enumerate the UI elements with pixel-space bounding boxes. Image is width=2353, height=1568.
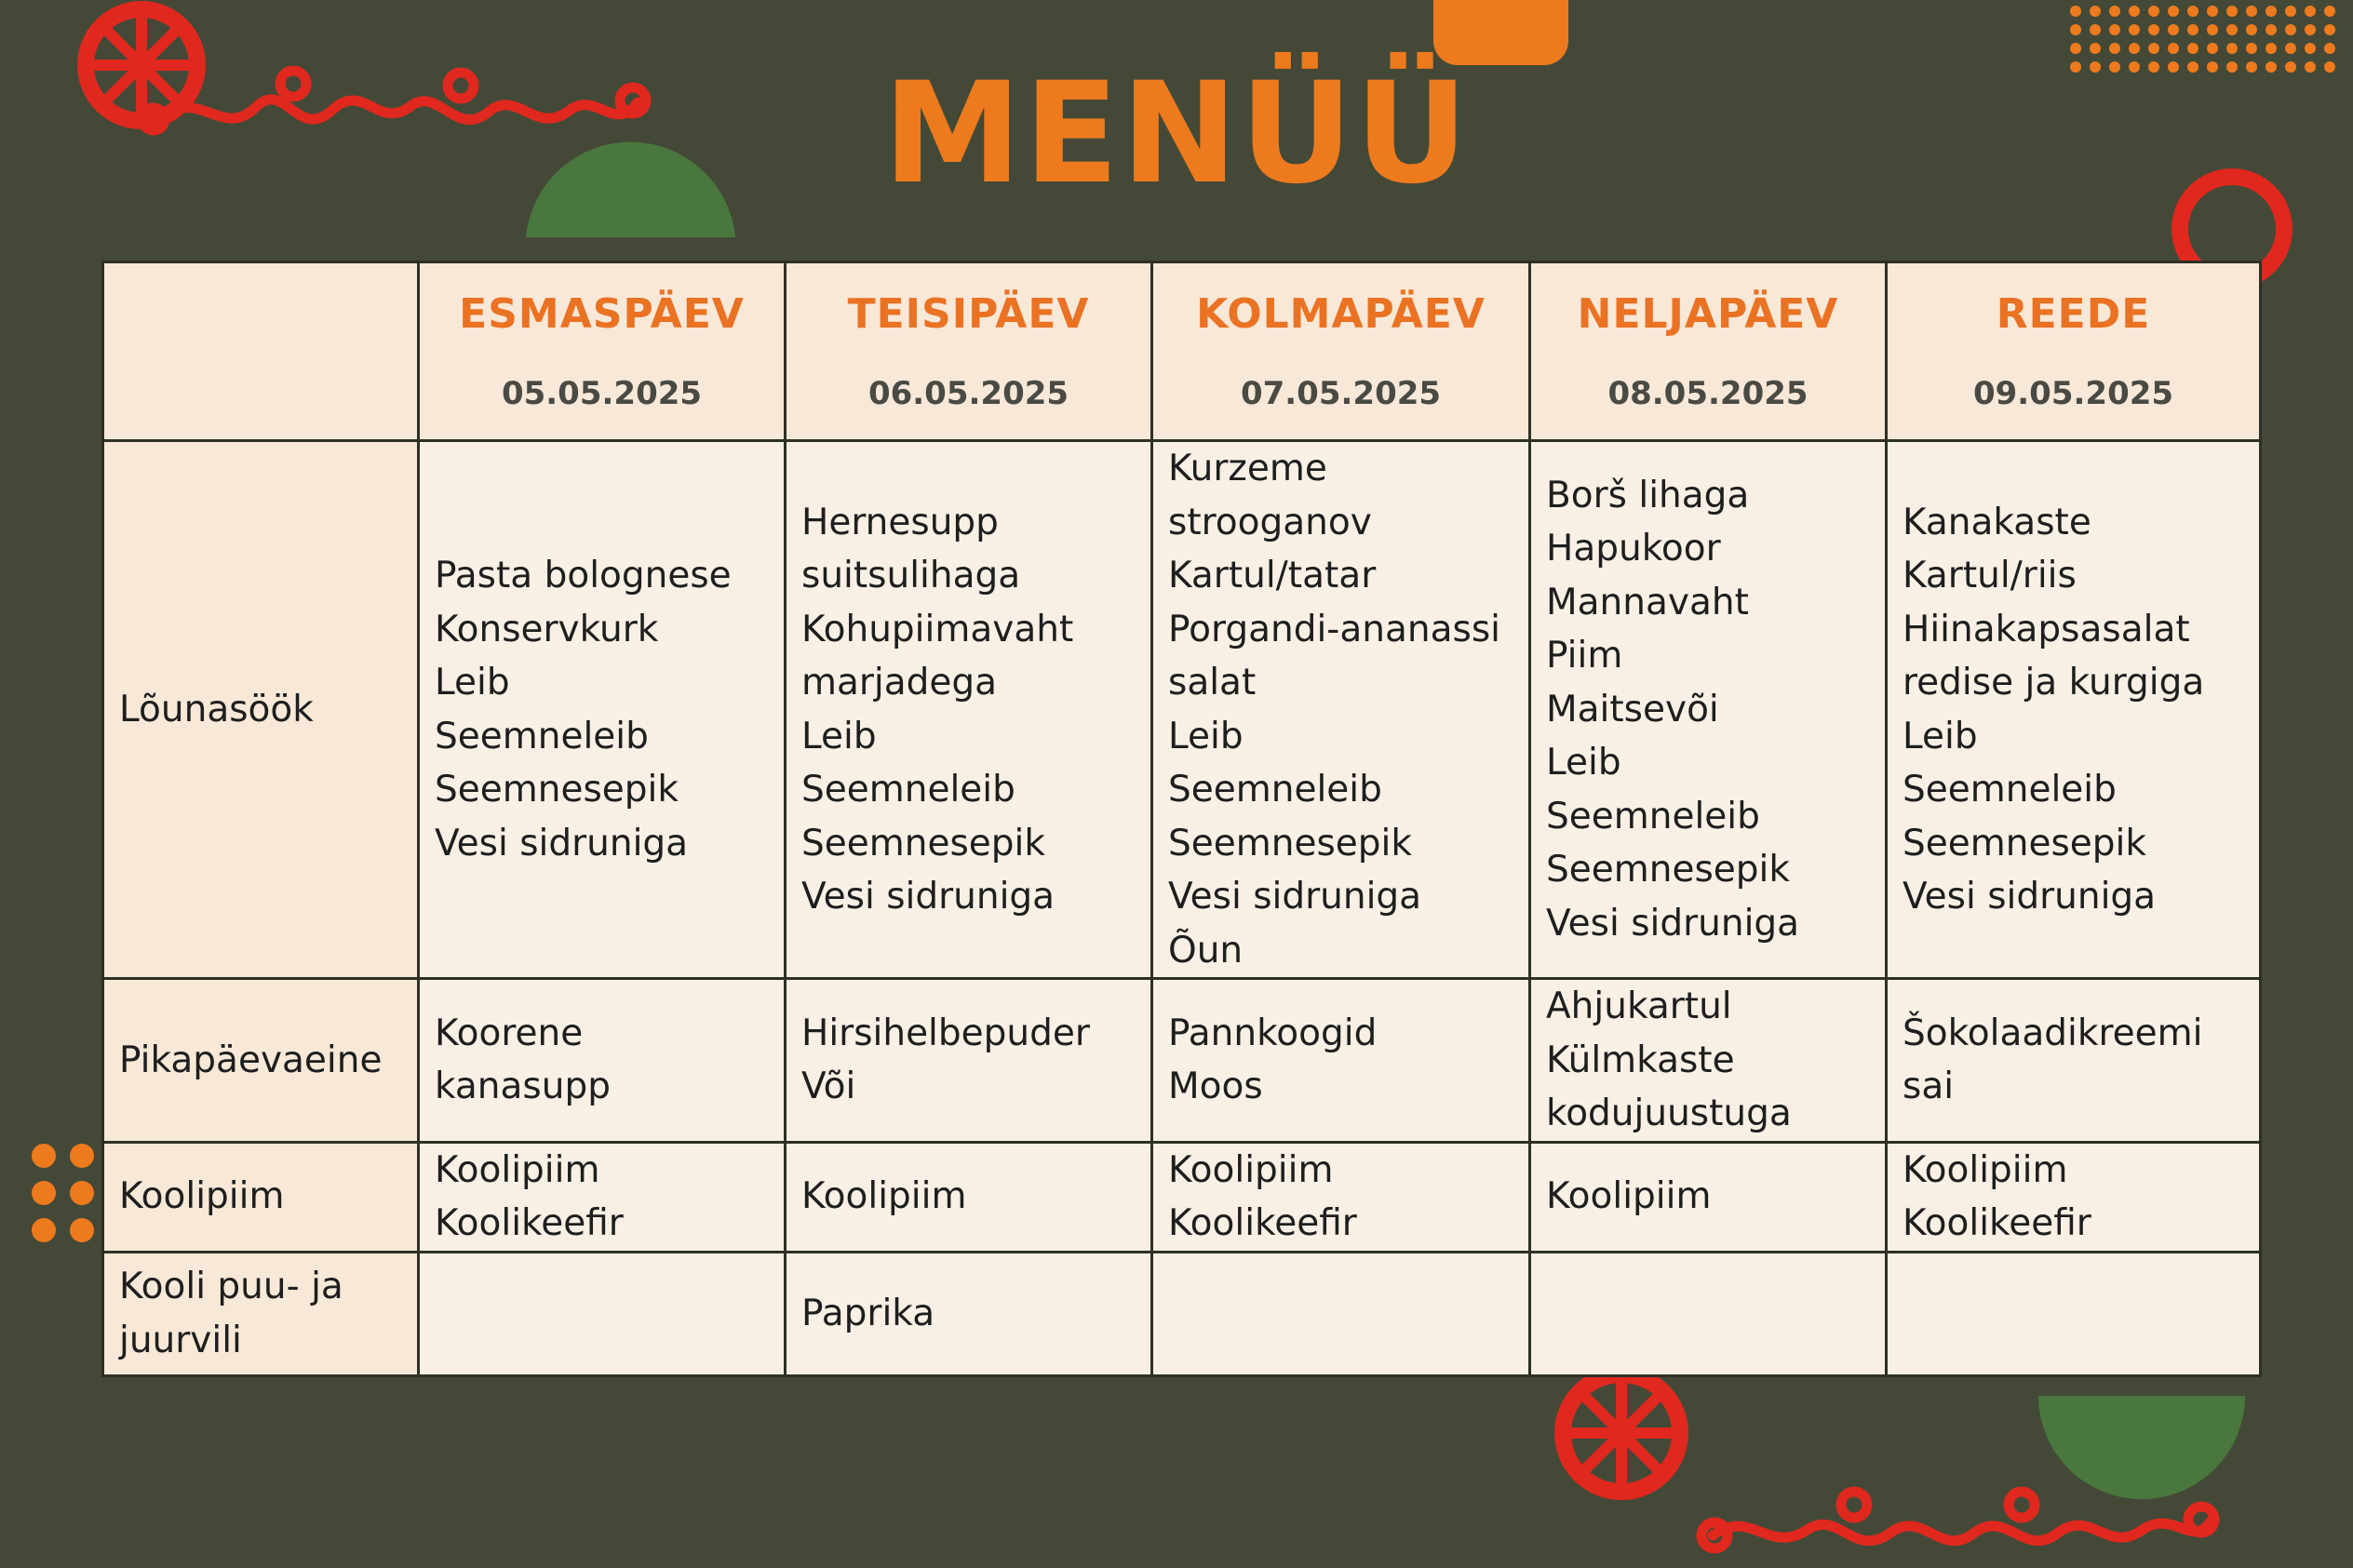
menu-item: Seemneleib: [801, 769, 1015, 811]
menu-item: Külmkaste: [1546, 1039, 1735, 1081]
menu-cell: [1530, 1252, 1887, 1375]
menu-item: Seemnesepik: [801, 822, 1045, 864]
day-name: ESMASPÄEV: [459, 289, 745, 338]
menu-item: Leib: [1903, 715, 1978, 757]
row-label: Kooli puu- ja juurvili: [103, 1252, 419, 1375]
menu-cell: [1152, 441, 1530, 979]
menu-item: Šokolaadikreemi: [1903, 1012, 2203, 1054]
menu-item: Kanakaste: [1903, 501, 2091, 543]
row-label: Pikapäevaeine: [103, 979, 419, 1143]
menu-item: Hirsihelbepuder: [801, 1012, 1090, 1054]
menu-item: Ahjukartul: [1546, 985, 1732, 1027]
dots-icon: [32, 1144, 94, 1242]
menu-item: Borš lihaga: [1546, 474, 1750, 516]
menu-item: Seemnesepik: [435, 769, 679, 811]
menu-item: Seemnesepik: [1168, 822, 1412, 864]
wheel-icon: [1563, 1374, 1680, 1492]
menu-item: Seemnesepik: [1546, 849, 1790, 891]
menu-cell: [1887, 1252, 2261, 1375]
menu-item: kodujuustuga: [1546, 1092, 1792, 1134]
menu-item: Koolipiim: [1903, 1148, 2068, 1191]
menu-item: Seemnesepik: [1903, 822, 2146, 864]
row-label: Koolipiim: [103, 1142, 419, 1252]
menu-item: Seemneleib: [435, 715, 649, 757]
menu-cell: [1887, 979, 2261, 1143]
menu-cell: [419, 1142, 786, 1252]
meal-row: [103, 1142, 2261, 1252]
day-header: [1152, 262, 1530, 441]
day-header: [1530, 262, 1887, 441]
menu-item: Vesi sidruniga: [435, 822, 689, 864]
menu-item: Koolipiim: [435, 1148, 600, 1191]
menu-item: Vesi sidruniga: [1903, 876, 2157, 918]
menu-cell: [1530, 1142, 1887, 1252]
wavy-line-icon: [1701, 1492, 2214, 1548]
menu-item: Seemneleib: [1903, 769, 2117, 811]
menu-cell: [1152, 1142, 1530, 1252]
menu-item: Koolipiim: [1168, 1148, 1334, 1191]
menu-cell: [786, 979, 1152, 1143]
menu-item: Kartul/tatar: [1168, 555, 1377, 596]
menu-cell: [419, 441, 786, 979]
menu-item: strooganov: [1168, 501, 1372, 543]
menu-item: Koolipiim: [801, 1175, 967, 1218]
day-date: 08.05.2025: [1607, 374, 1808, 412]
day-header: [419, 262, 786, 441]
day-name: REEDE: [1996, 289, 2151, 338]
menu-item: Leib: [435, 662, 510, 704]
menu-item: Koolikeefir: [1168, 1202, 1357, 1244]
day-header: [786, 262, 1152, 441]
day-header: [1887, 262, 2261, 441]
menu-item: Koolipiim: [1546, 1175, 1712, 1218]
menu-cell: [1152, 979, 1530, 1143]
day-date: 07.05.2025: [1240, 374, 1442, 412]
menu-item: marjadega: [801, 662, 998, 704]
meal-row: [103, 441, 2261, 979]
menu-item: sai: [1903, 1065, 1955, 1108]
menu-item: Pannkoogid: [1168, 1012, 1378, 1054]
menu-item: Kurzeme: [1168, 448, 1327, 489]
menu-item: Hernesupp: [801, 501, 999, 543]
menu-item: Seemneleib: [1546, 795, 1760, 838]
menu-cell: [1530, 441, 1887, 979]
menu-cell: [1530, 979, 1887, 1143]
menu-cell: [786, 1252, 1152, 1375]
menu-cell: [1887, 1142, 2261, 1252]
menu-item: Maitsevõi: [1546, 688, 1719, 730]
menu-item: Kartul/riis: [1903, 555, 2077, 596]
meal-row: [103, 1252, 2261, 1375]
menu-item: Vesi sidruniga: [1546, 902, 1800, 945]
menu-cell: [786, 441, 1152, 979]
menu-item: Konservkurk: [435, 608, 659, 650]
menu-item: Koorene kanasupp: [435, 1012, 611, 1108]
menu-item: Paprika: [801, 1292, 935, 1334]
menu-cell: [1887, 441, 2261, 979]
menu-item: Hapukoor: [1546, 528, 1721, 570]
menu-item: salat: [1168, 662, 1257, 704]
menu-item: Pasta bolognese: [435, 555, 732, 596]
menu-item: Kohupiimavaht: [801, 608, 1074, 650]
menu-item: redise ja kurgiga: [1903, 662, 2205, 704]
day-date: 09.05.2025: [1972, 374, 2174, 412]
menu-cell: [419, 979, 786, 1143]
menu-item: Leib: [1546, 742, 1621, 784]
menu-item: Vesi sidruniga: [1168, 876, 1422, 918]
menu-item: Leib: [801, 715, 877, 757]
menu-cell: [1152, 1252, 1530, 1375]
row-label: Lõunasöök: [103, 441, 419, 979]
menu-item: suitsulihaga: [801, 555, 1021, 596]
menu-item: Moos: [1168, 1065, 1263, 1108]
menu-table: [101, 261, 2262, 1377]
menu-item: Või: [801, 1065, 856, 1108]
menu-item: Vesi sidruniga: [801, 876, 1055, 918]
page-title: MENÜÜ: [882, 53, 1471, 215]
menu-item: Koolikeefir: [1903, 1202, 2091, 1244]
corner-cell: [103, 262, 419, 441]
day-name: TEISIPÄEV: [847, 289, 1090, 338]
day-name: KOLMAPÄEV: [1196, 289, 1486, 338]
menu-item: Mannavaht: [1546, 581, 1749, 623]
menu-item: Seemneleib: [1168, 769, 1382, 811]
menu-item: Õun: [1168, 929, 1244, 972]
day-date: 06.05.2025: [867, 374, 1069, 412]
menu-cell: [786, 1142, 1152, 1252]
menu-item: Piim: [1546, 635, 1623, 677]
meal-row: [103, 979, 2261, 1143]
header-row: [103, 262, 2261, 441]
menu-item: Porgandi-ananassi: [1168, 608, 1500, 650]
green-semicircle-icon: [2038, 1396, 2245, 1499]
menu-item: Leib: [1168, 715, 1244, 757]
menu-item: Koolikeefir: [435, 1202, 624, 1244]
menu-item: Hiinakapsasalat: [1903, 608, 2190, 650]
menu-cell: [419, 1252, 786, 1375]
day-name: NELJAPÄEV: [1577, 289, 1839, 338]
day-date: 05.05.2025: [501, 374, 703, 412]
